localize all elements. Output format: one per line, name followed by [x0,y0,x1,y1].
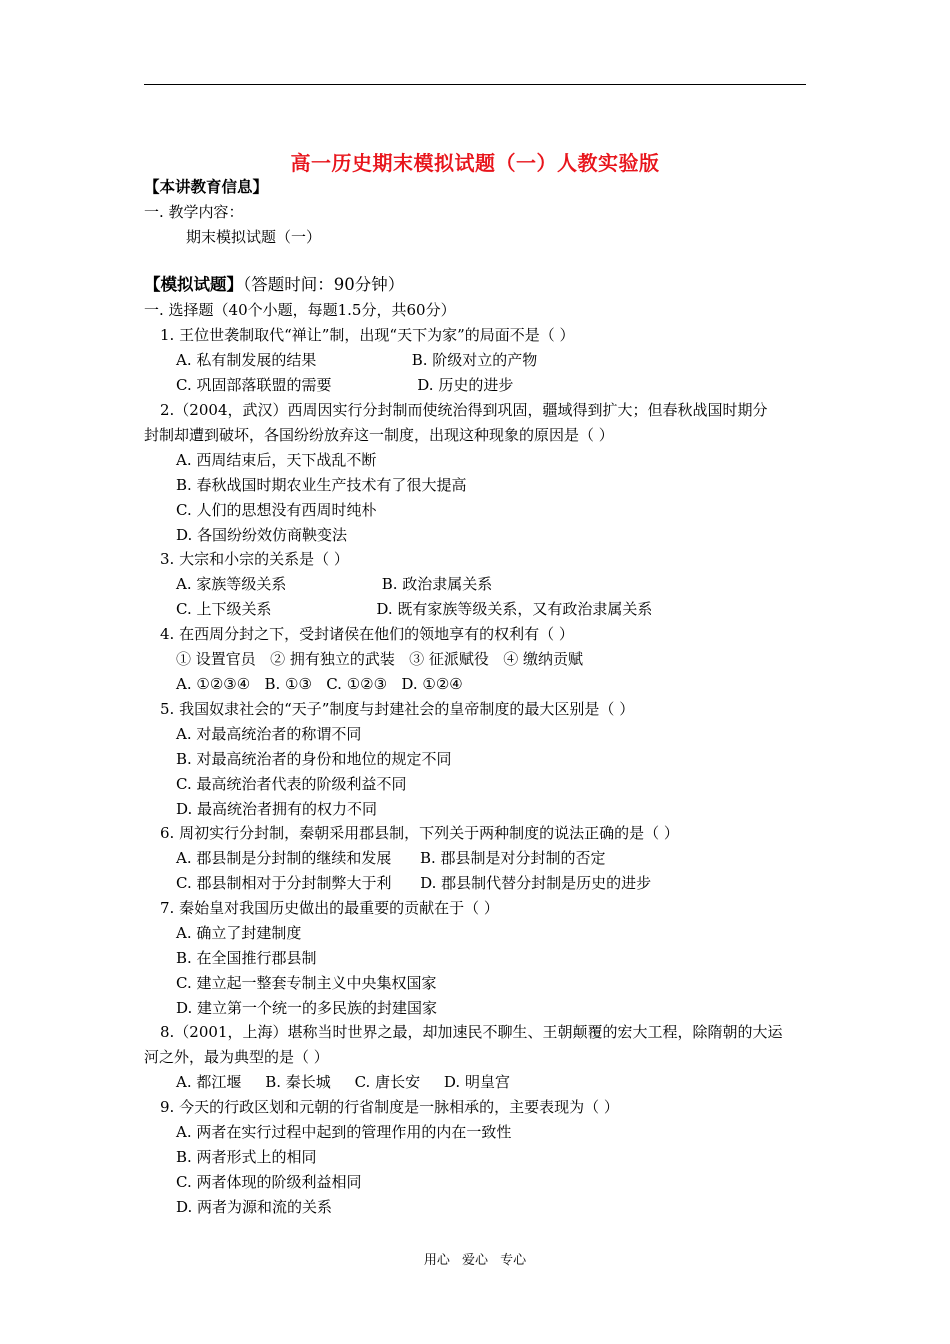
question-2-option-a: A. 西周结束后，天下战乱不断 [176,451,377,469]
question-7-option-a: A. 确立了封建制度 [176,924,302,942]
question-9-option-a: A. 两者在实行过程中起到的管理作用的内在一致性 [176,1123,512,1141]
question-3-options-ab: A. 家族等级关系 B. 政治隶属关系 [176,575,493,593]
question-5-option-c: C. 最高统治者代表的阶级利益不同 [176,775,407,793]
question-1-options-ab: A. 私有制发展的结果 B. 阶级对立的产物 [176,351,538,369]
content-value: 期末模拟试题（一） [186,228,322,246]
question-9-stem: 9. 今天的行政区划和元朝的行省制度是一脉相承的，主要表现为（ ） [160,1098,619,1116]
question-4-items: ① 设置官员 ② 拥有独立的武装 ③ 征派赋役 ④ 缴纳贡赋 [176,650,583,668]
question-5-option-b: B. 对最高统治者的身份和地位的规定不同 [176,750,452,768]
question-6-options-cd: C. 郡县制相对于分封制弊大于利 D. 郡县制代替分封制是历史的进步 [176,874,652,892]
question-1-stem: 1. 王位世袭制取代“禅让”制，出现“天下为家”的局面不是（ ） [160,326,575,344]
question-7-stem: 7. 秦始皇对我国历史做出的最重要的贡献在于（ ） [160,899,499,917]
question-7-option-b: B. 在全国推行郡县制 [176,949,317,967]
question-4-stem: 4. 在西周分封之下，受封诸侯在他们的领地享有的权利有（ ） [160,625,574,643]
exam-heading: 【模拟试题】 [144,275,243,294]
question-2-stem: 2.（2004，武汉）西周因实行分封制而使统治得到巩固，疆域得到扩大；但春秋战国时期分 [160,401,768,419]
question-4-options: A. ①②③④ B. ①③ C. ①②③ D. ①②④ [176,675,463,693]
content-label: 一. 教学内容： [144,203,244,221]
question-5-stem: 5. 我国奴隶社会的“天子”制度与封建社会的皇帝制度的最大区别是（ ） [160,700,635,718]
question-9-option-d: D. 两者为源和流的关系 [176,1198,333,1216]
question-8-options: A. 都江堰 B. 秦长城 C. 唐长安 D. 明皇宫 [176,1073,510,1091]
question-2-option-d: D. 各国纷纷效仿商鞅变法 [176,526,348,544]
info-heading: 【本讲教育信息】 [144,177,269,196]
document-title: 高一历史期末模拟试题（一）人教实验版 [290,151,660,175]
question-9-option-c: C. 两者体现的阶级利益相同 [176,1173,362,1191]
exam-time: （答题时间：90分钟） [243,275,405,294]
question-8-stem: 8.（2001，上海）堪称当时世界之最，却加速民不聊生、王朝颠覆的宏大工程，除隋朝的大运 [160,1023,783,1041]
question-5-option-d: D. 最高统治者拥有的权力不同 [176,800,378,818]
section-one-heading: 一. 选择题（40个小题，每题1.5分，共60分） [144,301,456,319]
question-6-stem: 6. 周初实行分封制，秦朝采用郡县制，下列关于两种制度的说法正确的是（ ） [160,824,679,842]
question-3-stem: 3. 大宗和小宗的关系是（ ） [160,550,349,568]
exam-heading-row [144,275,404,295]
question-7-option-c: C. 建立起一整套专制主义中央集权国家 [176,974,437,992]
question-2-option-b: B. 春秋战国时期农业生产技术有了很大提高 [176,476,467,494]
header-rule [144,84,806,85]
question-3-options-cd: C. 上下级关系 D. 既有家族等级关系，又有政治隶属关系 [176,600,653,618]
question-5-option-a: A. 对最高统治者的称谓不同 [176,725,362,743]
question-2-stem-cont: 封制却遭到破坏，各国纷纷放弃这一制度，出现这种现象的原因是（ ） [144,426,614,444]
question-2-option-c: C. 人们的思想没有西周时纯朴 [176,501,377,519]
question-7-option-d: D. 建立第一个统一的多民族的封建国家 [176,999,438,1017]
question-9-option-b: B. 两者形式上的相同 [176,1148,317,1166]
question-6-options-ab: A. 郡县制是分封制的继续和发展 B. 郡县制是对分封制的否定 [176,849,606,867]
page-footer: 用心 爱心 专心 [423,1253,527,1268]
question-8-stem-cont: 河之外，最为典型的是（ ） [144,1048,329,1066]
question-1-options-cd: C. 巩固部落联盟的需要 D. 历史的进步 [176,376,514,394]
